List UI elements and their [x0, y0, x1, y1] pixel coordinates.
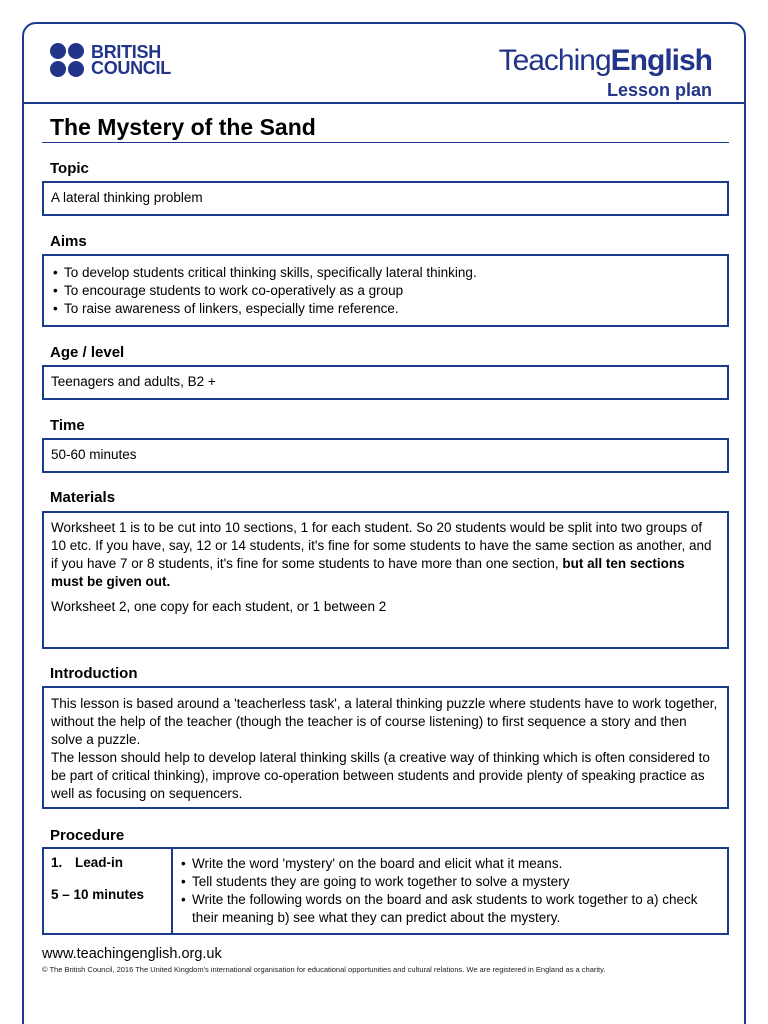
age-level-heading: Age / level: [50, 344, 125, 361]
age-level-text: Teenagers and adults, B2 +: [51, 374, 216, 389]
teachingenglish-logo: [499, 44, 712, 78]
footer-url[interactable]: www.teachingenglish.org.uk: [42, 946, 222, 962]
site-name-light: Teaching: [498, 44, 611, 77]
brand-line-2: COUNCIL: [91, 58, 171, 78]
procedure-item: • Write the following words on the board and ask students to work together to a) check their meaning b) see what they can predict about the mystery.: [179, 891, 721, 927]
brand-line-1: BRITISH: [91, 42, 161, 62]
procedure-item: • Tell students they are going to work together to solve a mystery: [179, 873, 721, 891]
topic-text: A lateral thinking problem: [51, 190, 203, 205]
title-divider: [42, 142, 729, 143]
materials-paragraph-1: [51, 519, 720, 591]
aims-item: • To encourage students to work co-operatively as a group: [51, 282, 720, 300]
stage-number: 1.: [51, 855, 63, 870]
aims-box: [42, 254, 729, 327]
materials-paragraph-2: Worksheet 2, one copy for each student, or 1 between 2: [51, 599, 387, 614]
document-type: Lesson plan: [606, 80, 712, 100]
topic-heading: Topic: [50, 160, 89, 177]
aims-item: • To raise awareness of linkers, especially time reference.: [51, 300, 720, 318]
time-heading: Time: [50, 417, 85, 434]
materials-heading: Materials: [50, 489, 116, 506]
site-name-bold: English: [610, 44, 712, 77]
age-level-box: [42, 365, 729, 400]
page-title: The Mystery of the Sand: [50, 114, 316, 140]
footer-copyright: © The British Council, 2016 The United Kingdom's international organisation for educational opportunities and cultural relations. We are registered in England as a charity.: [42, 965, 606, 974]
procedure-heading: Procedure: [50, 827, 125, 844]
procedure-item: • Write the word 'mystery' on the board and elicit what it means.: [179, 855, 721, 873]
stage-duration: 5 – 10 minutes: [51, 887, 145, 902]
introduction-heading: Introduction: [50, 665, 138, 682]
aims-heading: Aims: [50, 233, 87, 250]
topic-box: [42, 181, 729, 216]
time-text: 50-60 minutes: [51, 447, 137, 462]
time-box: [42, 438, 729, 473]
procedure-table: [42, 847, 729, 935]
stage-name: Lead-in: [75, 855, 124, 870]
materials-box: [42, 511, 729, 649]
procedure-steps-cell: [173, 849, 727, 933]
header-divider: [22, 102, 746, 104]
aims-item: • To develop students critical thinking skills, specifically lateral thinking.: [51, 264, 720, 282]
introduction-paragraph-1: This lesson is based around a 'teacherless task', a lateral thinking puzzle where students have to work together, without the help of the teacher (though the teacher is of course listening) to first sequence a story and then solve a puzzle.: [51, 696, 718, 747]
british-council-logo: [50, 43, 171, 77]
introduction-box: [42, 686, 729, 809]
materials-text: Worksheet 1 is to be cut into 10 sections, 1 for each student. So 20 students would be split into two groups of 10 etc. If you have, say, 12 or 14 students, it's fine for some students to have the same section as another, and if you have 7 or 8 students, it's fine for some students to have more than one section,: [51, 520, 712, 571]
introduction-paragraph-2: The lesson should help to develop lateral thinking skills (a creative way of thinking which is often considered to be part of critical thinking), improve co-operation between students and provide plenty of speaking practice as well as focusing on sequencers.: [51, 750, 710, 801]
british-council-dots-icon: [50, 43, 84, 77]
procedure-stage-cell: [44, 849, 173, 933]
materials-emphasis: but all ten sections must be given out.: [51, 556, 685, 589]
